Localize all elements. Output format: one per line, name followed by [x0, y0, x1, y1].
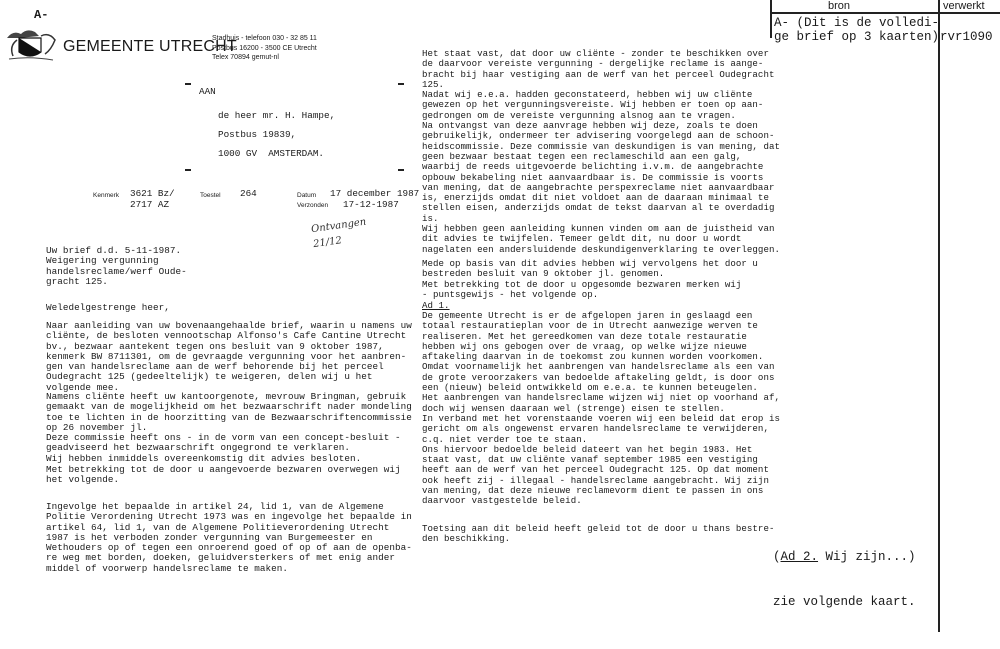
recipient-line: Postbus 19839, [218, 129, 297, 140]
kenmerk-value: 3621 Bz/ [130, 188, 175, 199]
org-name: GEMEENTE UTRECHT [63, 38, 237, 55]
card-header-bron: bron [828, 0, 851, 12]
datum-label: Datum [297, 192, 317, 199]
card-bron-note: A- (Dit is de volledi- ge brief op 3 kaarten) [774, 16, 940, 44]
paren: ( [773, 550, 781, 564]
recipient-line: de heer mr. H. Hampe, [218, 110, 336, 121]
recipient-block [218, 106, 335, 163]
window-mark [398, 169, 404, 171]
address-line: Stadhuis - telefoon 030 - 32 85 11 [212, 35, 317, 42]
ad-1-heading: Ad 1. [422, 300, 450, 311]
recipient-aan: AAN [199, 86, 216, 97]
page-marker: A- [34, 8, 49, 22]
salutation: Weledelgestrenge heer, [46, 302, 170, 313]
window-mark [398, 83, 404, 85]
card-header-rule [770, 12, 1000, 14]
verzonden-value: 17-12-1987 [343, 199, 399, 210]
recipient-line: 1000 GV AMSTERDAM. [218, 148, 325, 159]
card-verwerkt-code: rvr1090 [940, 30, 993, 44]
card-column-divider-right [938, 0, 940, 632]
paragraph: Namens cliënte heeft uw kantoorgenote, mevrouw Bringman, gebruik gemaakt van de mogelijkheid om het bezwaarschrift nader mondeling toe te lichten in de hoorzitting van de Bezwaarschriftencommissie op 26 november jl. Deze commissie heeft ons - in de vorm van een concept-besluit - geadviseerd het bezwaarschrift ongegrond te verklaren. Wij hebben inmiddels overeenkomstig dit advies besloten. [46, 391, 412, 464]
kenmerk-value-2: 2717 AZ [130, 199, 170, 210]
kenmerk-label: Kenmerk [93, 192, 120, 199]
verzonden-label: Verzonden [297, 202, 329, 209]
handwritten-received-note: Ontvangen 21/12 [310, 216, 367, 251]
org-address [212, 34, 317, 63]
toestel-value: 264 [240, 188, 257, 199]
paragraph: Mede op basis van dit advies hebben wij vervolgens het door u bestreden besluit van 9 oktober jl. genomen. [422, 258, 758, 280]
paragraph: Met betrekking tot de door u opgesomde bezwaren merken wij - puntsgewijs - het volgende op. [422, 279, 742, 301]
datum-value: 17 december 1987 [330, 188, 420, 199]
toestel-label: Toestel [200, 192, 221, 199]
utrecht-coat-of-arms-logo [5, 26, 57, 62]
continuation-line2: zie volgende kaart. [773, 595, 916, 609]
card-continuation-note [773, 520, 916, 625]
paragraph: Het staat vast, dat door uw cliënte - zonder te beschikken over de daarvoor vereiste vergunning - dergelijke reclame is aange- bracht bij haar vestiging aan de werf van het perceel Oudegracht 125. Nadat wij e.e.a. hadden geconstateerd, hebben wij uw cliënte gewezen op het vergunningsvereiste. Wij hebben er toen op aan- gedrongen om de vereiste vergunning alsnog aan te vragen. Na ontvangst van deze aanvrage hebben wij deze, zoals te doen gebruikelijk, ondermeer ter advisering voorgelegd aan de schoon- heidscommissie. Deze commissie van deskundigen is van mening, dat geen bezwaar bestaat tegen een reclameschild aan een galg, waarbij de reeds uitgevoerde belichting i.v.m. de aangebrachte opbouw bekabeling niet aanvaardbaar is. De commissie is voorts van mening, dat de aangebrachte perspexreclame niet aanvaardbaar is, enerzijds omdat dit niet voldoet aan de daaraan minimaal te stellen eisen, anderzijds omdat de tekst daarvan al te overdadig is. Wij hebben geen aanleiding kunnen vinden om aan de juistheid van dit advies te twijfelen. Temeer geldt dit, nu door u wordt nagelaten een andersluidende deskundigenverklaring te overleggen. [422, 48, 780, 255]
paragraph: Naar aanleiding van uw bovenaangehaalde brief, waarin u namens uw cliënte, de besloten vennootschap Alfonso's Cafe Cantine Utrecht bv., bezwaar aantekent tegen ons besluit van 9 oktober 1987, kenmerk BW 8711301, om de gevraagde vergunning voor het aanbren- gen van handelsreclame aan de werf behorende bij het perceel Oudegracht 125 (gedeeltelijk) te weigeren, delen wij u het volgende mee. [46, 320, 412, 393]
paragraph: Toetsing aan dit beleid heeft geleid tot de door u thans bestre- den beschikking. [422, 523, 775, 545]
paragraph: Met betrekking tot de door u aangevoerde bezwaren overwegen wij het volgende. [46, 464, 401, 486]
address-line: Postbus 16200 - 3500 CE Utrecht [212, 44, 317, 52]
paragraph: Ingevolge het bepaalde in artikel 24, lid 1, van de Algemene Politie Verordening Utrecht 1973 was en ingevolge het bepaalde in artikel 64, lid 1, van de Algemene Politieverordening Utrecht 1987 is het verboden zonder vergunning van Burgemeester en Wethouders op of tegen een onroerend goed of op of aan de openba- re weg met borden, doeken, geluidversterkers of met enig ander middel of voorwerp handelsreclame te maken. [46, 501, 412, 574]
ad-2-label: Ad 2. [780, 550, 819, 564]
window-mark [185, 83, 191, 85]
card-column-divider-left [770, 0, 772, 38]
subject-block: Uw brief d.d. 5-11-1987. Weigering vergunning handelsreclame/werf Oude- gracht 125. [46, 245, 187, 287]
paragraph: De gemeente Utrecht is er de afgelopen jaren in geslaagd een totaal restauratieplan voor de in Utrecht aanwezige werven te realiseren. Met het gereedkomen van deze totale restauratie hebben wij ons gebogen over de vraag, op welke wijze nieuwe aftakeling daarvan in de toekomst zou kunnen worden voorkomen. Omdat voornamelijk het aanbrengen van handelsreclame als een van de grote veroorzakers van bedoelde aftakeling geldt, is door ons een (nieuw) beleid ontwikkeld om e.e.a. te kunnen beteugelen. Het aanbrengen van handelsreclame wijzen wij niet op voorhand af, doch wij wensen daaraan wel (strenge) eisen te stellen. In verband met het vorenstaande voeren wij een beleid dat erop is gericht om als ongewenst ervaren handelsreclame te verwijderen, c.q. niet verder toe te staan. Ons hiervoor bedoelde beleid dateert van het begin 1983. Het staat vast, dat uw cliënte vanaf september 1985 een vestiging heeft aan de werf van het perceel Oudegracht 125. Op dat moment ook heeft zij - illegaal - handelsreclame aangebracht. Wij zijn van mening, dat deze nieuwe reclamevorm dient te passen in ons daarvoor vastgestelde beleid. [422, 310, 780, 507]
address-line: Telex 70894 gemut-nl [212, 54, 279, 61]
continuation-rest: Wij zijn...) [818, 550, 916, 564]
card-header-verwerkt: verwerkt [943, 0, 985, 12]
window-mark [185, 169, 191, 171]
